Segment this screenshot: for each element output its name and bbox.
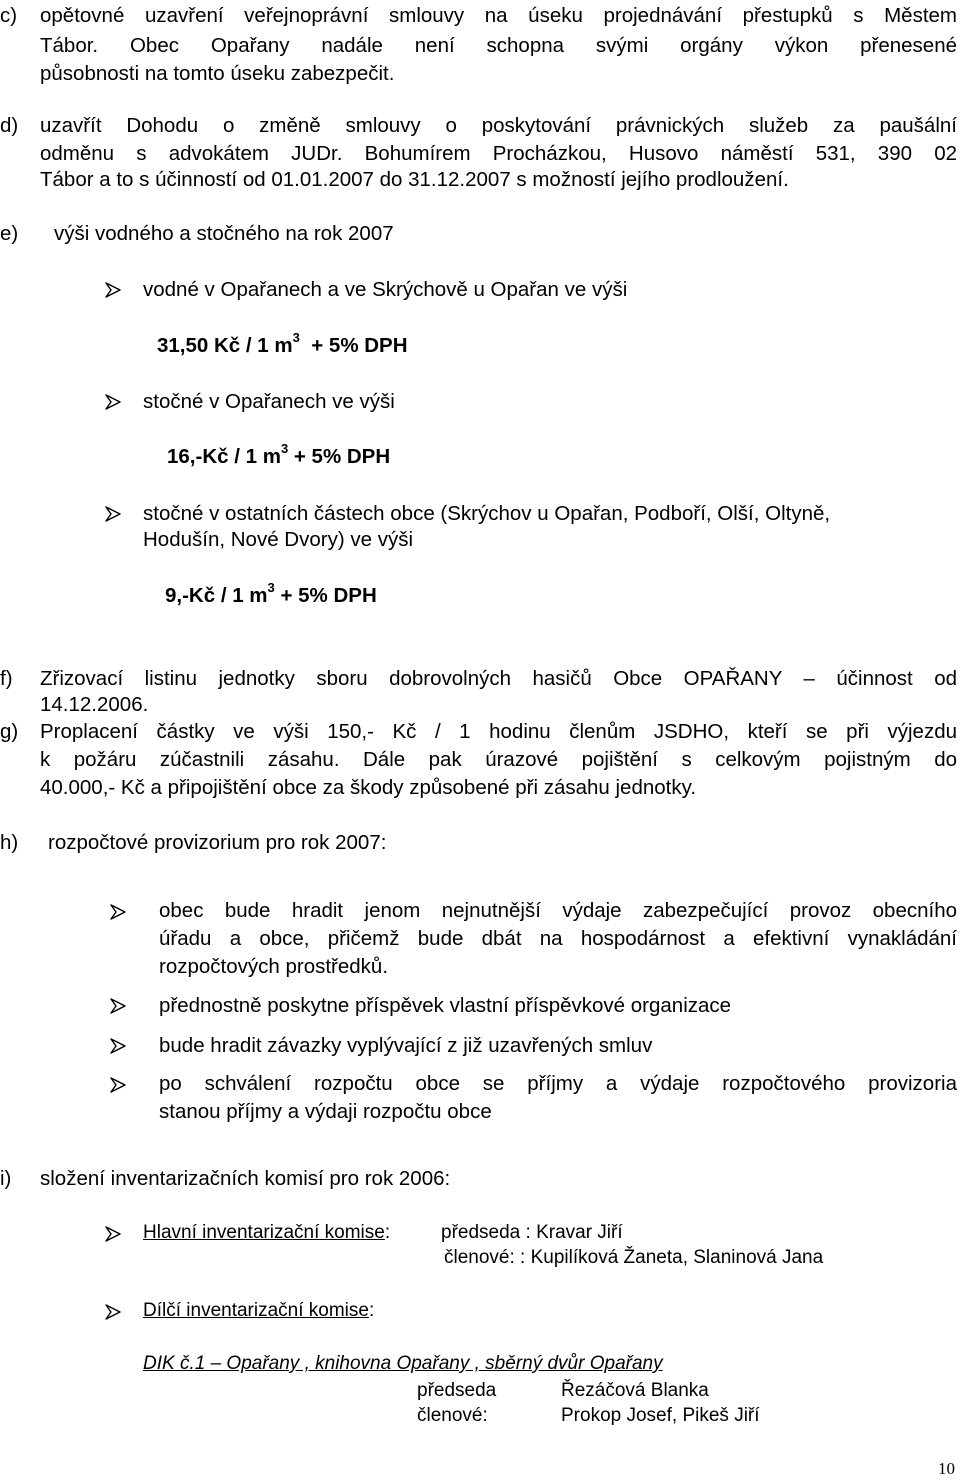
item-i-label: i) <box>0 1167 12 1190</box>
item-f-line-1: Zřizovací listinu jednotky sboru dobrovolných hasičů Obce OPAŘANY – účinnost od <box>40 667 957 690</box>
stocne-ostatni-line-2: Hodušín, Nové Dvory) ve výši <box>143 528 414 551</box>
dik-clenove-names: Prokop Josef, Pikeš Jiří <box>561 1405 760 1426</box>
arrow-bullet-icon <box>109 1076 127 1094</box>
item-e-label: e) <box>0 222 19 245</box>
item-f-label: f) <box>0 667 13 690</box>
page-number: 10 <box>938 1459 955 1478</box>
arrow-bullet-icon <box>109 1037 127 1055</box>
item-h-text: rozpočtové provizorium pro rok 2007: <box>48 831 387 854</box>
item-c-line-3: působnosti na tomto úseku zabezpečit. <box>40 62 395 85</box>
vodne-text: vodné v Opařanech a ve Skrýchově u Opařan ve výši <box>143 278 628 301</box>
hlavni-komise-predseda: předseda : Kravar Jiří <box>441 1222 623 1243</box>
arrow-bullet-icon <box>104 1225 122 1243</box>
arrow-bullet-icon <box>104 281 122 299</box>
stocne-ostatni-line-1: stočné v ostatních částech obce (Skrýchov u Opařan, Podboří, Olší, Oltyně, <box>143 502 831 525</box>
item-c-label: c) <box>0 4 18 27</box>
item-g-line-2: k požáru zúčastnili zásahu. Dále pak úrazové pojištění s celkovým pojistným do <box>40 748 957 771</box>
item-g-line-1: Proplacení částky ve výši 150,- Kč / 1 hodinu členům JSDHO, kteří se při výjezdu <box>40 720 957 743</box>
stocne-ostatni-price: 9,-Kč / 1 $m^3 + 5\%$ DPH <box>165 580 377 607</box>
item-d-label: d) <box>0 114 19 137</box>
dilci-komise-title: Dílčí inventarizační komise: <box>143 1300 375 1321</box>
hlavni-komise-title: Hlavní inventarizační komise: <box>143 1222 391 1243</box>
item-g-label: g) <box>0 720 19 743</box>
item-e-text: výši vodného a stočného na rok 2007 <box>54 222 394 245</box>
item-c-line-1: opětovné uzavření veřejnoprávní smlouvy na úseku projednávání přestupků s Městem <box>40 4 957 27</box>
arrow-bullet-icon <box>109 903 127 921</box>
item-f-line-2: 14.12.2006. <box>40 693 149 716</box>
item-c-line-2: Tábor. Obec Opařany nadále není schopna svými orgány výkon přenesené <box>40 34 957 57</box>
item-d-line-3: Tábor a to s účinností od 01.01.2007 do 31.12.2007 s možností jejího prodloužení. <box>40 168 789 191</box>
dik-predseda-label: předseda <box>417 1380 497 1401</box>
vodne-price: 31,50 Kč / 1 $m^3 + 5\%$ DPH <box>157 330 408 357</box>
item-h-label: h) <box>0 831 19 854</box>
hlavni-komise-clenove: členové: : Kupilíková Žaneta, Slaninová Jana <box>444 1247 824 1268</box>
dik-1-title: DIK č.1 – Opařany , knihovna Opařany , sběrný dvůr Opařany <box>143 1353 663 1374</box>
dik-clenove-label: členové: <box>417 1405 488 1426</box>
arrow-bullet-icon <box>104 393 122 411</box>
arrow-bullet-icon <box>109 997 127 1015</box>
stocne-price: 16,-Kč / 1 $m^3 + 5\%$ DPH <box>167 441 391 468</box>
provizorium-item-4-line-2: stanou příjmy a výdaji rozpočtu obce <box>159 1100 492 1123</box>
provizorium-item-1-line-1: obec bude hradit jenom nejnutnější výdaje zabezpečující provoz obecního <box>159 899 957 922</box>
provizorium-item-3: bude hradit závazky vyplývající z již uzavřených smluv <box>159 1034 653 1057</box>
provizorium-item-1-line-3: rozpočtových prostředků. <box>159 955 389 978</box>
provizorium-item-2: přednostně poskytne příspěvek vlastní příspěvkové organizace <box>159 994 732 1017</box>
arrow-bullet-icon <box>104 505 122 523</box>
item-d-line-2: odměnu s advokátem JUDr. Bohumírem Procházkou, Husovo náměstí 531, 390 02 <box>40 142 957 165</box>
arrow-bullet-icon <box>104 1303 122 1321</box>
provizorium-item-4-line-1: po schválení rozpočtu obce se příjmy a výdaje rozpočtového provizoria <box>159 1072 957 1095</box>
dik-predseda-name: Řezáčová Blanka <box>561 1380 709 1401</box>
stocne-text: stočné v Opařanech ve výši <box>143 390 395 413</box>
item-i-text: složení inventarizačních komisí pro rok 2006: <box>40 1167 451 1190</box>
provizorium-item-1-line-2: úřadu a obce, přičemž bude dbát na hospodárnost a efektivní vynakládání <box>159 927 957 950</box>
item-g-line-3: 40.000,- Kč a připojištění obce za škody způsobené při zásahu jednotky. <box>40 776 697 799</box>
item-d-line-1: uzavřít Dohodu o změně smlouvy o poskytování právnických služeb za paušální <box>40 114 957 137</box>
